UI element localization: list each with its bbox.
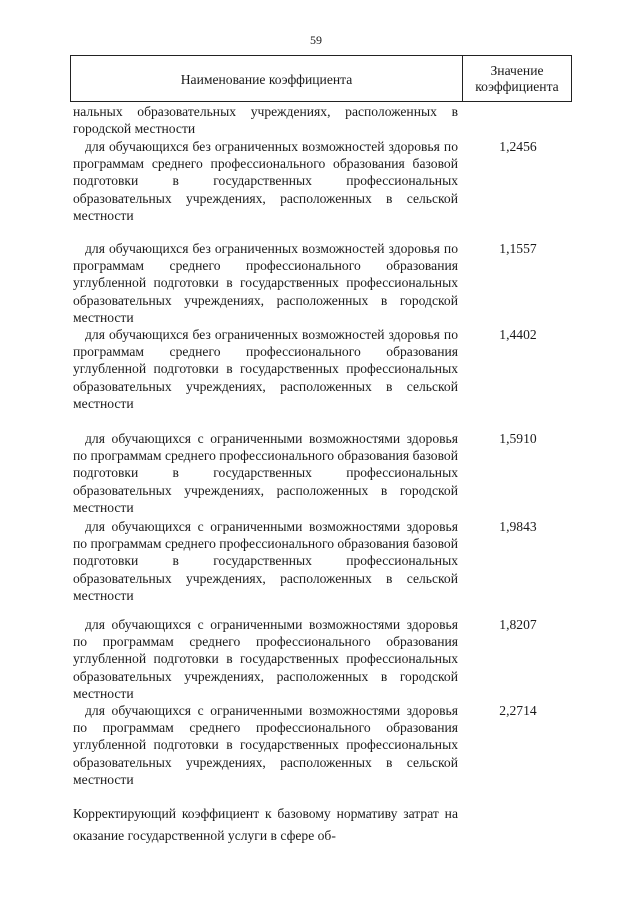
row-text-4: для обучающихся с ограниченными возможностями здоровья по программам среднего профессионального образования базовой подготовки в государственных профессиональных образовательных учреждениях, расположенных в городской местности <box>73 431 458 515</box>
row-value-1: 1,2456 <box>499 139 537 154</box>
header-value-line1: Значение <box>490 63 544 78</box>
row-text-1: для обучающихся без ограниченных возможностей здоровья по программам среднего профессионального образования базовой подготовки в государственных профессиональных образовательных учреждениях, расположенных в сельской местности <box>73 139 458 223</box>
row-text-2: для обучающихся без ограниченных возможностей здоровья по программам среднего профессионального образования углубленной подготовки в государственных профессиональных образовательных учреждениях, расположенных в городской местности <box>73 241 458 325</box>
row-text-3: для обучающихся без ограниченных возможностей здоровья по программам среднего профессионального образования углубленной подготовки в государственных профессиональных образовательных учреждениях, расположенных в сельской местности <box>73 327 458 411</box>
row-value-3: 1,4402 <box>499 327 537 342</box>
row-text-7: для обучающихся с ограниченными возможностями здоровья по программам среднего профессионального образования углубленной подготовки в государственных профессиональных образовательных учреждениях, расположенных в сельской местности <box>73 703 458 787</box>
row-value-5: 1,9843 <box>499 519 537 534</box>
page-number: 59 <box>310 33 322 47</box>
header-coefficient-value <box>463 63 571 95</box>
header-coefficient-name: Наименование коэффициента <box>180 72 353 87</box>
row-value-6: 1,8207 <box>499 617 537 632</box>
table-header <box>70 55 572 102</box>
row-value-4: 1,5910 <box>499 431 537 446</box>
row-value-7: 2,2714 <box>499 703 537 718</box>
continuation-text: нальных образовательных учреждениях, расположенных в городской местности <box>73 104 458 137</box>
row-value-2: 1,1557 <box>499 241 537 256</box>
header-value-line2: коэффициента <box>475 79 559 94</box>
row-text-6: для обучающихся с ограниченными возможностями здоровья по программам среднего профессионального образования углубленной подготовки в государственных профессиональных образовательных учреждениях, расположенных в городской местности <box>73 617 458 701</box>
row-text-5: для обучающихся с ограниченными возможностями здоровья по программам среднего профессионального образования базовой подготовки в государственных профессиональных образовательных учреждениях, расположенных в сельской местности <box>73 519 458 603</box>
final-paragraph: Корректирующий коэффициент к базовому нормативу затрат на оказание государственной услуги в сфере об- <box>73 806 458 843</box>
